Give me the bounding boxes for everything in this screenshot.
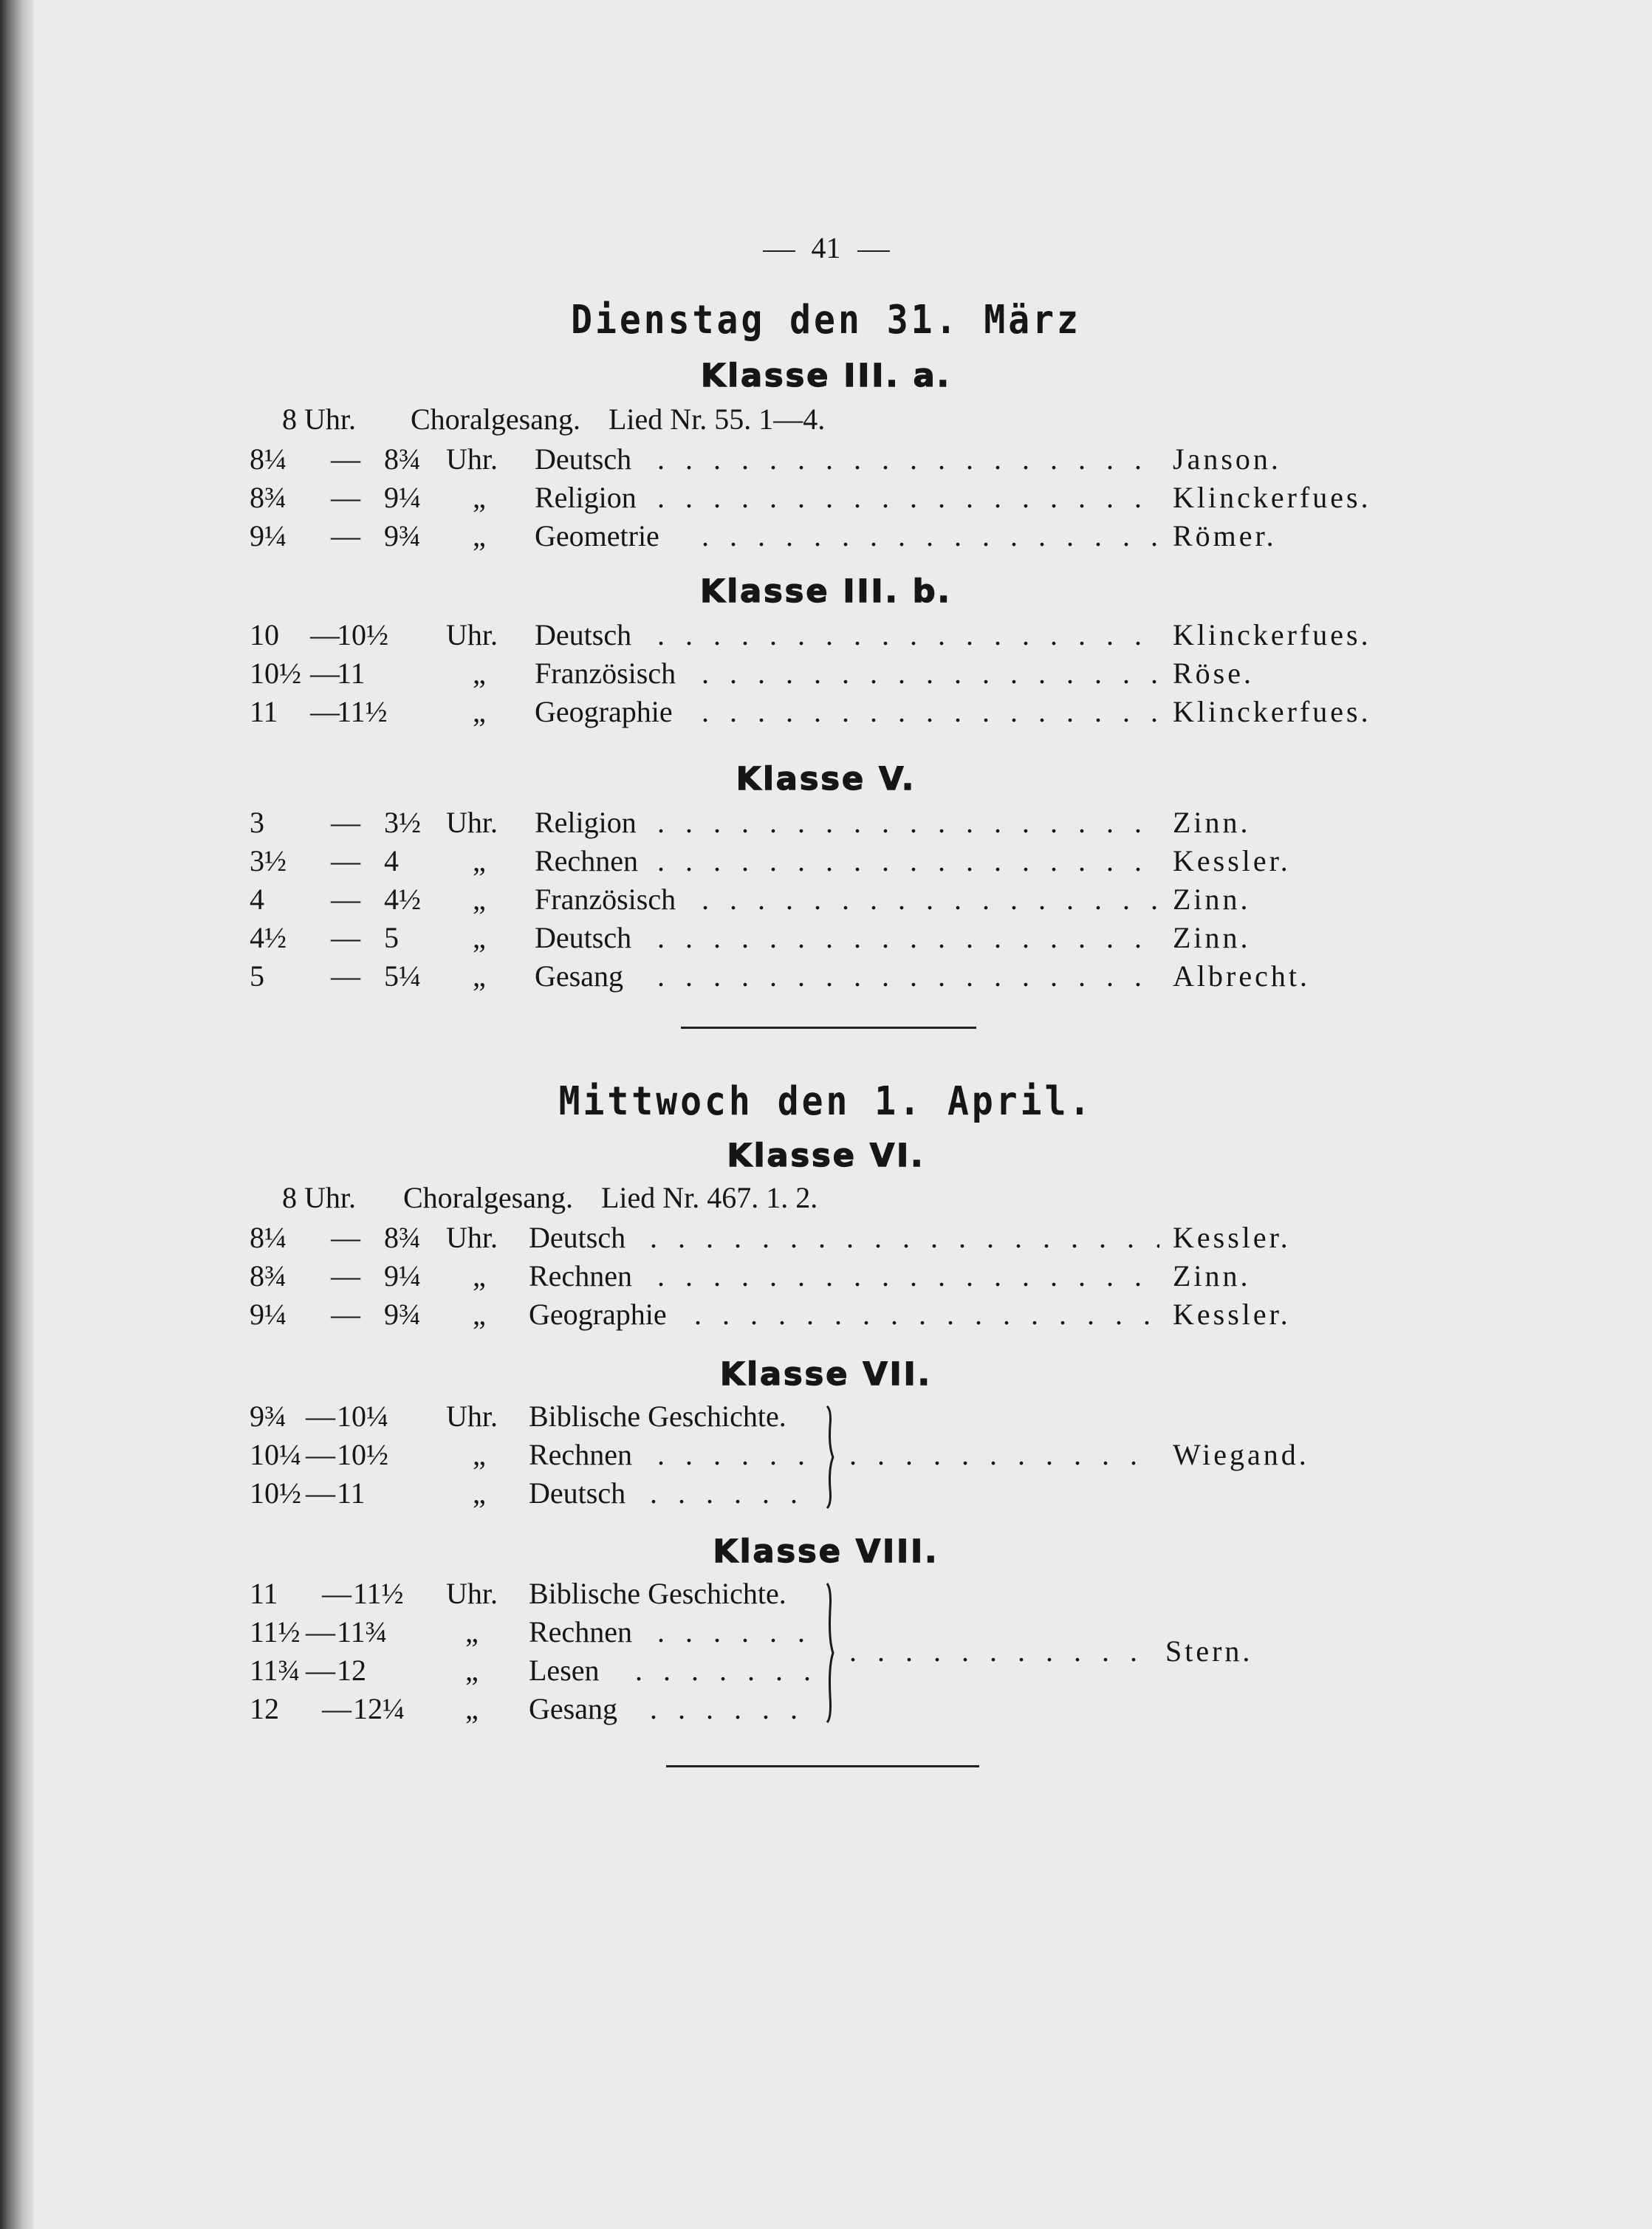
subject-name: Rechnen <box>529 1438 632 1471</box>
time-value: 10¼ <box>250 1438 301 1471</box>
subject-name: Geographie <box>529 1298 667 1331</box>
time-value: 12 <box>250 1692 279 1725</box>
subject-name: Gesang <box>535 959 623 993</box>
class-heading-7: Klasse VII. <box>719 1356 932 1393</box>
time-value: 12 <box>337 1654 366 1687</box>
time-value: — <box>331 959 360 993</box>
time-value: 9¼ <box>384 481 421 514</box>
schedule-row <box>0 919 1652 957</box>
time-value: 4½ <box>384 883 421 916</box>
subject-name: Rechnen <box>535 844 638 877</box>
time-value: — <box>331 1259 360 1292</box>
time-value: — <box>306 1400 335 1433</box>
time-value: 5¼ <box>384 959 421 993</box>
intro-row-wednesday <box>0 1179 1652 1217</box>
dot-leader <box>657 1257 1159 1295</box>
time-unit: „ <box>473 519 486 552</box>
schedule-row <box>0 440 1652 479</box>
class-heading-3a: Klasse III. a. <box>700 357 952 394</box>
time-value: 3½ <box>250 844 287 877</box>
time-unit: „ <box>473 1259 486 1292</box>
dot-leader <box>657 957 1159 996</box>
teacher-name: Albrecht. <box>1173 959 1310 993</box>
subject-name: Deutsch <box>535 618 632 651</box>
section-divider <box>666 1765 979 1767</box>
time-value: 9¼ <box>250 519 287 552</box>
class-heading-3b: Klasse III. b. <box>700 573 952 610</box>
time-value: — <box>331 481 360 514</box>
teacher-name: Zinn. <box>1173 883 1251 916</box>
schedule-row <box>0 957 1652 996</box>
dot-leader <box>650 1219 1159 1257</box>
time-value: — <box>322 1577 352 1610</box>
time-value: — <box>306 1438 335 1471</box>
time-value: — <box>331 844 360 877</box>
time-value: 12¼ <box>353 1692 405 1725</box>
intro-row-tuesday <box>0 400 1652 439</box>
time-value: — <box>310 695 340 728</box>
schedule-row <box>0 654 1652 693</box>
time-value: — <box>331 442 360 476</box>
time-value: 9¾ <box>250 1400 287 1433</box>
time-value: 9¼ <box>384 1259 421 1292</box>
time-value: — <box>322 1692 352 1725</box>
time-value: 11½ <box>250 1615 301 1648</box>
time-value: Choralgesang. <box>411 403 580 436</box>
schedule-row <box>0 842 1652 880</box>
time-value: Lied Nr. 467. 1. 2. <box>601 1181 818 1214</box>
class-heading-8: Klasse VIII. <box>713 1533 939 1570</box>
time-value: — <box>331 921 360 954</box>
time-unit: „ <box>465 1692 479 1725</box>
dot-leader <box>657 804 1159 842</box>
teacher-name: Röse. <box>1173 657 1254 690</box>
schedule-row <box>0 616 1652 654</box>
time-value: — <box>331 883 360 916</box>
group-teacher-row-8 <box>0 1632 1652 1671</box>
time-unit: „ <box>473 695 486 728</box>
time-value: 8¼ <box>250 1221 287 1254</box>
teacher-name: Zinn. <box>1173 806 1251 839</box>
time-unit: Uhr. <box>446 1400 498 1433</box>
schedule-row <box>0 479 1652 517</box>
time-unit: „ <box>465 1654 479 1687</box>
dot-leader <box>702 880 1159 919</box>
teacher-name: Klinckerfues. <box>1173 695 1371 728</box>
time-value: 8¾ <box>384 1221 421 1254</box>
teacher-name: Kessler. <box>1173 1221 1291 1254</box>
section-divider <box>681 1027 976 1029</box>
time-value: 10½ <box>337 618 388 651</box>
subject-name: Biblische Geschichte. <box>529 1577 786 1610</box>
subject-name: Französisch <box>535 657 676 690</box>
teacher-name: Kessler. <box>1173 1298 1291 1331</box>
dot-leader <box>702 517 1159 555</box>
teacher-name: Römer. <box>1173 519 1277 552</box>
time-value: 9¼ <box>250 1298 287 1331</box>
time-value: 11 <box>337 657 366 690</box>
schedule-row <box>0 880 1652 919</box>
subject-name: Geometrie <box>535 519 659 552</box>
dot-leader <box>650 1474 812 1513</box>
subject-name: Religion <box>535 481 637 514</box>
schedule-row <box>0 804 1652 842</box>
schedule-row <box>0 1219 1652 1257</box>
dot-leader <box>650 1690 812 1728</box>
schedule-row <box>0 693 1652 731</box>
time-unit: „ <box>473 921 486 954</box>
subject-name: Rechnen <box>529 1259 632 1292</box>
dot-leader <box>702 693 1159 731</box>
time-value: — <box>306 1476 335 1510</box>
time-value: — <box>331 519 360 552</box>
subject-name: Geographie <box>535 695 673 728</box>
time-value: Lied Nr. 55. 1—4. <box>609 403 826 436</box>
time-value: 3 <box>250 806 264 839</box>
subject-name: Biblische Geschichte. <box>529 1400 786 1433</box>
subject-name: Deutsch <box>535 921 632 954</box>
time-value: 10½ <box>337 1438 388 1471</box>
day-heading-tuesday: Dienstag den 31. März <box>571 296 1081 343</box>
teacher-name: Kessler. <box>1173 844 1291 877</box>
time-value: 9¾ <box>384 1298 421 1331</box>
subject-name: Rechnen <box>529 1615 632 1648</box>
dot-leader <box>694 1295 1159 1334</box>
dot-leader <box>849 1436 1159 1474</box>
time-unit: Uhr. <box>446 1221 498 1254</box>
day-heading-wednesday: Mittwoch den 1. April. <box>558 1078 1094 1125</box>
page-number: 41 <box>0 230 1652 265</box>
dot-leader <box>702 654 1159 693</box>
time-value: — <box>331 1298 360 1331</box>
time-value: 8 Uhr. <box>282 1181 356 1214</box>
time-value: 11 <box>337 1476 366 1510</box>
time-value: 4 <box>250 883 264 916</box>
time-unit: „ <box>473 1476 486 1510</box>
time-value: Choralgesang. <box>403 1181 573 1214</box>
time-unit: „ <box>473 657 486 690</box>
time-value: — <box>306 1615 335 1648</box>
time-value: 11¾ <box>337 1615 388 1648</box>
subject-name: Deutsch <box>529 1221 626 1254</box>
subject-name: Deutsch <box>535 442 632 476</box>
time-value: — <box>306 1654 335 1687</box>
time-value: 11 <box>250 1577 278 1610</box>
class-heading-6: Klasse VI. <box>727 1137 925 1174</box>
teacher-name: Stern. <box>1165 1634 1253 1668</box>
time-unit: „ <box>473 1438 486 1471</box>
teacher-name: Zinn. <box>1173 921 1251 954</box>
time-unit: Uhr. <box>446 442 498 476</box>
schedule-row <box>0 1295 1652 1334</box>
time-value: 11½ <box>337 695 388 728</box>
time-value: — <box>331 806 360 839</box>
teacher-name: Zinn. <box>1173 1259 1251 1292</box>
time-value: — <box>310 657 340 690</box>
time-unit: „ <box>473 844 486 877</box>
time-unit: „ <box>473 1298 486 1331</box>
subject-name: Religion <box>535 806 637 839</box>
time-value: 8¾ <box>384 442 421 476</box>
time-value: 3½ <box>384 806 421 839</box>
time-value: 10¼ <box>337 1400 388 1433</box>
time-unit: „ <box>473 959 486 993</box>
dot-leader <box>657 479 1159 517</box>
time-value: 11 <box>250 695 278 728</box>
dot-leader <box>657 919 1159 957</box>
time-value: 8 Uhr. <box>282 403 356 436</box>
time-value: 8¾ <box>250 481 287 514</box>
schedule-row <box>0 1257 1652 1295</box>
teacher-name: Klinckerfues. <box>1173 481 1371 514</box>
dot-leader <box>657 842 1159 880</box>
time-unit: Uhr. <box>446 1577 498 1610</box>
teacher-name: Klinckerfues. <box>1173 618 1371 651</box>
dot-leader <box>657 440 1159 479</box>
time-value: — <box>310 618 340 651</box>
dot-leader <box>849 1632 1145 1671</box>
group-teacher-row-7 <box>0 1436 1652 1474</box>
time-value: 4 <box>384 844 399 877</box>
class-heading-5: Klasse V. <box>736 761 916 798</box>
time-value: 5 <box>250 959 264 993</box>
time-value: 8¾ <box>250 1259 287 1292</box>
time-unit: „ <box>465 1615 479 1648</box>
time-value: 10 <box>250 618 279 651</box>
teacher-name: Wiegand. <box>1173 1438 1309 1471</box>
schedule-row <box>0 517 1652 555</box>
subject-name: Lesen <box>529 1654 600 1687</box>
time-value: 9¾ <box>384 519 421 552</box>
time-unit: „ <box>473 883 486 916</box>
time-unit: Uhr. <box>446 618 498 651</box>
time-value: 10½ <box>250 657 301 690</box>
time-value: 11¾ <box>250 1654 301 1687</box>
subject-name: Gesang <box>529 1692 617 1725</box>
time-unit: Uhr. <box>446 806 498 839</box>
time-value: 4½ <box>250 921 287 954</box>
time-value: 11½ <box>353 1577 404 1610</box>
time-value: 10½ <box>250 1476 301 1510</box>
time-value: — <box>331 1221 360 1254</box>
teacher-name: Janson. <box>1173 442 1281 476</box>
dot-leader <box>657 616 1159 654</box>
time-value: 5 <box>384 921 399 954</box>
time-value: 8¼ <box>250 442 287 476</box>
subject-name: Französisch <box>535 883 676 916</box>
subject-name: Deutsch <box>529 1476 626 1510</box>
time-unit: „ <box>473 481 486 514</box>
